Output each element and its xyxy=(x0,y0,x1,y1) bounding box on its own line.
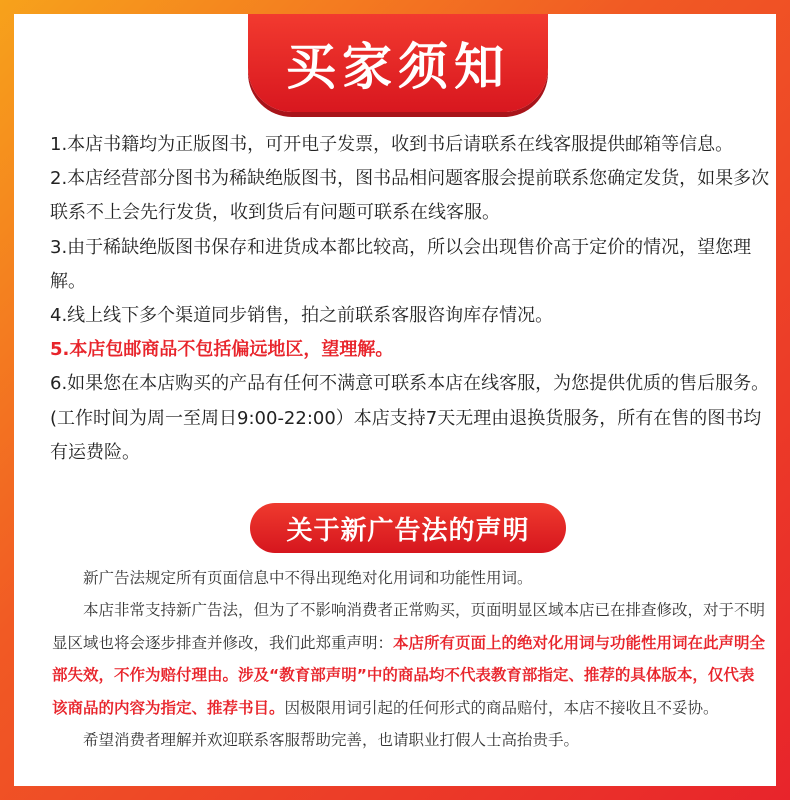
title-banner xyxy=(248,14,548,112)
notice-item-6 xyxy=(50,367,772,470)
statement-body xyxy=(52,562,768,756)
statement-highlight-text: 本店所有页面上的绝对化用词与功能性用词在此声明全部失效，不作为赔付理由。涉及“教育部声明”中的商品均不代表教育部指定、推荐的具体版本，仅代表该商品的内容为指定、推荐书目。 xyxy=(52,633,766,717)
notice-item-1 xyxy=(50,128,772,162)
statement-banner xyxy=(250,503,566,553)
statement-tail-text: 因极限用词引起的任何形式的商品赔付，本店不接收且不妥协。 xyxy=(284,698,719,717)
notice-text: 5.本店包邮商品不包括偏远地区，望理解。 xyxy=(50,339,394,361)
notice-text: 6.如果您在本店购买的产品有任何不满意可联系本店在线客服，为您提供优质的售后服务。(工作时间为周一至周日9:00-22:00）本店支持7天无理由退换货服务，所有在售的图书均有运费险。 xyxy=(50,373,770,463)
notice-item-3 xyxy=(50,231,772,299)
notice-item-4 xyxy=(50,299,772,333)
notice-list xyxy=(50,128,772,470)
page-title: 买家须知 xyxy=(286,38,510,96)
content-panel xyxy=(14,14,776,786)
notice-item-5-highlight xyxy=(50,333,772,367)
statement-paragraph-1: 新广告法规定所有页面信息中不得出现绝对化用词和功能性用词。 xyxy=(83,569,533,587)
statement-title: 关于新广告法的声明 xyxy=(286,515,530,546)
notice-text: 2.本店经营部分图书为稀缺绝版图书，图书品相问题客服会提前联系您确定发货，如果多次联系不上会先行发货，收到货后有问题可联系在线客服。 xyxy=(50,168,770,224)
statement-paragraph-2 xyxy=(52,594,768,724)
notice-text: 4.线上线下多个渠道同步销售，拍之前联系客服咨询库存情况。 xyxy=(50,305,554,327)
notice-text: 1.本店书籍均为正版图书，可开电子发票，收到书后请联系在线客服提供邮箱等信息。 xyxy=(50,134,734,155)
statement-paragraph-3: 希望消费者理解并欢迎联系客服帮助完善，也请职业打假人士高抬贵手。 xyxy=(83,731,580,750)
notice-text: 3.由于稀缺绝版图书保存和进货成本都比较高，所以会出现售价高于定价的情况，望您理解。 xyxy=(50,236,752,292)
notice-item-2 xyxy=(50,162,772,230)
statement-text: 本店非常支持新广告法，但为了不影响消费者正常购买，页面明显区域本店已在排查修改，对于不明显区域也将会逐步排查并修改，我们此郑重声明： xyxy=(52,601,766,652)
